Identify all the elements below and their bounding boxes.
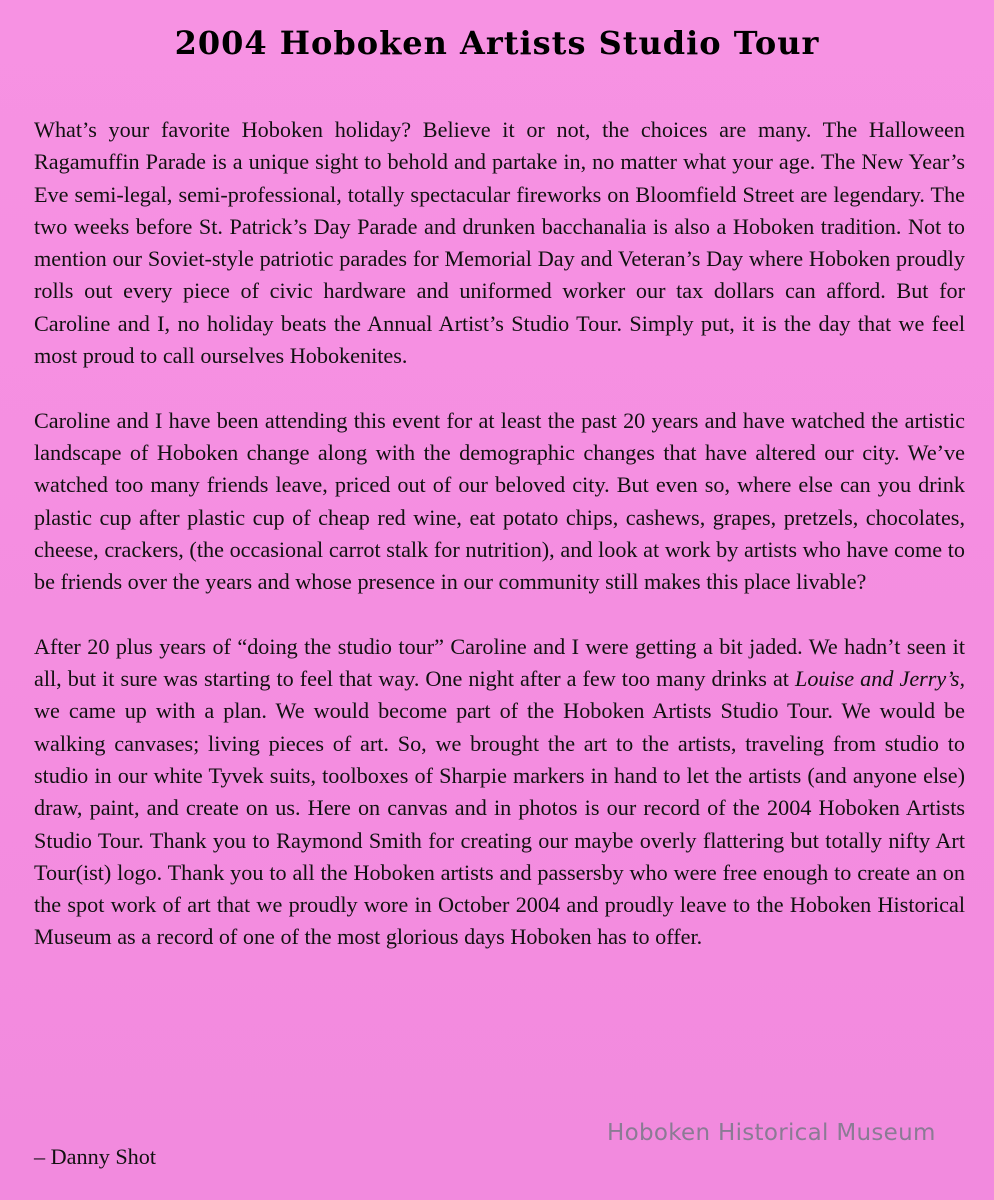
document-title: 2004 Hoboken Artists Studio Tour — [174, 24, 820, 62]
venue-name: Louise and Jerry’s, — [794, 666, 965, 692]
document-body — [34, 114, 965, 954]
museum-watermark: Hoboken Historical Museum — [607, 1120, 936, 1146]
paragraph-2: Caroline and I have been attending this event for at least the past 20 years and have watched the artistic landscape of Hoboken change along with the demographic changes that have altered our city. We’ve watched too many friends leave, priced out of our beloved city. But even so, where else can you drink plastic cup after plastic cup of cheap red wine, eat potato chips, cashews, grapes, pretzels, chocolates, cheese, crackers, (the occasional carrot stalk for nutrition), and look at work by artists who have come to be friends over the years and whose presence in our community still makes this place livable? — [34, 407, 965, 595]
paragraph-1: What’s your favorite Hoboken holiday? Believe it or not, the choices are many. The Halloween Ragamuffin Parade is a unique sight to behold and partake in, no matter what your age. The New Year’s Eve semi-legal, semi-professional, totally spectacular fireworks on Bloomfield Street are legendary. The two weeks before St. Patrick’s Day Parade and drunken bacchanalia is also a Hoboken tradition. Not to mention our Soviet-style patriotic parades for Memorial Day and Veteran’s Day where Hoboken proudly rolls out every piece of civic hardware and uniformed worker our tax dollars can afford. But for Caroline and I, no holiday beats the Annual Artist’s Studio Tour. Simply put, it is the day that we feel most proud to call ourselves Hobokenites. — [34, 117, 965, 369]
paragraph-3-part-b: we came up with a plan. We would become part of the Hoboken Artists Studio Tour. We would be walking canvases; living pieces of art. So, we brought the art to the artists, traveling from studio to studio in our white Tyvek suits, toolboxes of Sharpie markers in hand to let the artists (and anyone else) draw, paint, and create on us. Here on canvas and in photos is our record of the 2004 Hoboken Artists Studio Tour. Thank you to Raymond Smith for creating our maybe overly flattering but totally nifty Art Tour(ist) logo. Thank you to all the Hoboken artists and passersby who were free enough to create an on the spot work of art that we proudly wore in October 2004 and proudly leave to the Hoboken Historical Museum as a record of one of the most glorious days Hoboken has to offer. — [34, 698, 965, 950]
author-signature: – Danny Shot — [34, 1144, 157, 1169]
paragraph-3-part-a: After 20 plus years of “doing the studio tour” Caroline and I were getting a bit jaded. We hadn’t seen it all, but it sure was starting to feel that way. One night after a few too many drinks at — [34, 633, 965, 692]
paragraph-3 — [34, 631, 965, 954]
